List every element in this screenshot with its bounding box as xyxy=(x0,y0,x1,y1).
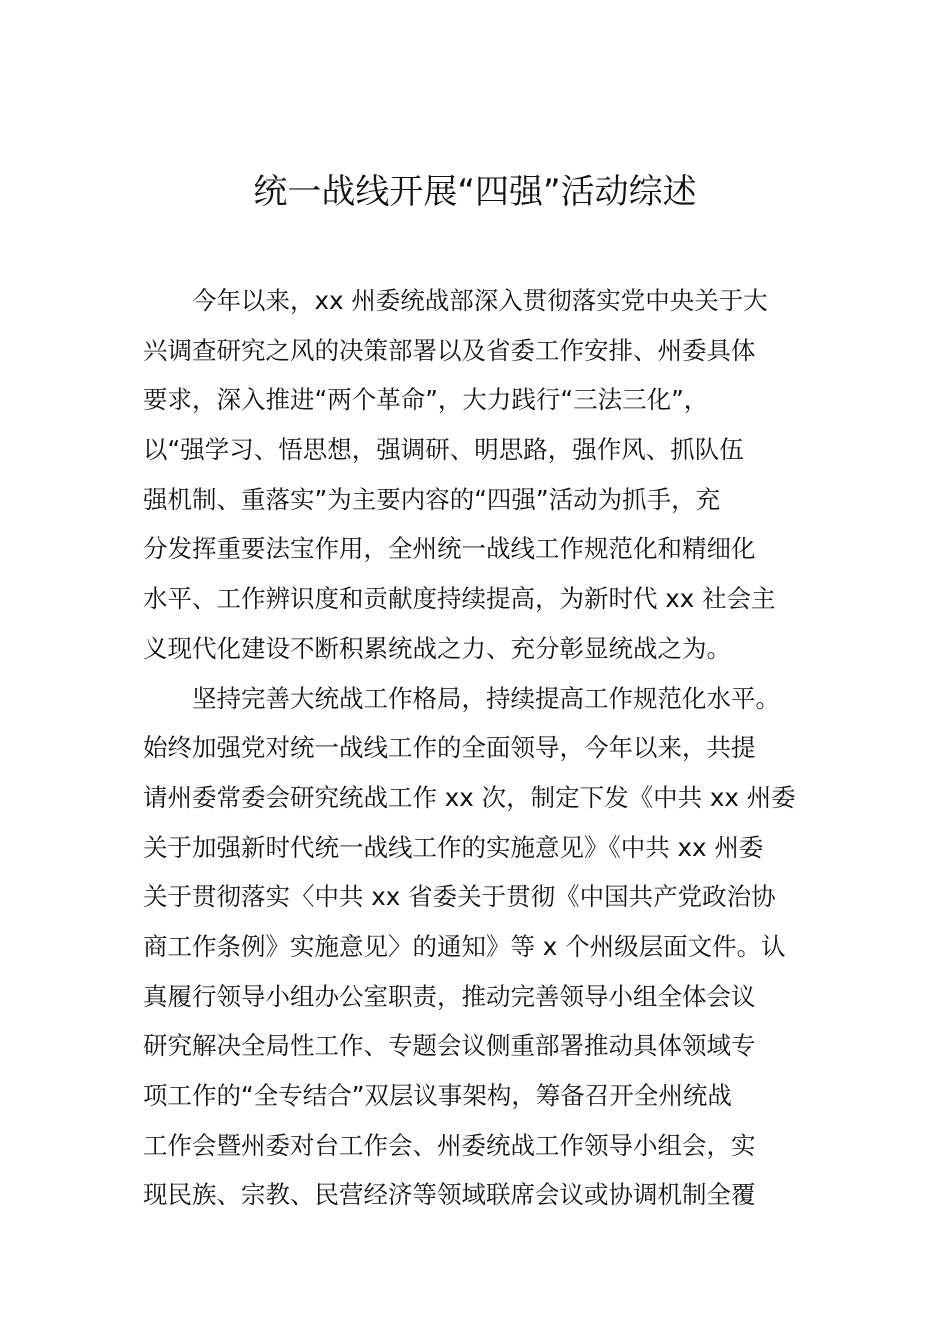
paragraph-2-line-9: 项工作的“全专结合”双层议事架构，筹备召开全州统战 xyxy=(143,1081,732,1110)
paragraph-2-line-10: 工作会暨州委对台工作会、州委统战工作领导小组会，实 xyxy=(143,1130,756,1160)
paragraph-2-line-5: 关于贯彻落实〈中共 xx 省委关于贯彻《中国共产党政治协 xyxy=(143,882,776,912)
paragraph-1-line-7: 水平、工作辨识度和贡献度持续提高，为新时代 xx 社会主 xyxy=(143,584,776,614)
paragraph-2-line-8: 研究解决全局性工作、专题会议侧重部署推动具体领域专 xyxy=(143,1031,756,1061)
paragraph-1-line-6: 分发挥重要法宝作用，全州统一战线工作规范化和精细化 xyxy=(143,534,756,564)
paragraph-2-line-7: 真履行领导小组办公室职责，推动完善领导小组全体会议 xyxy=(143,981,756,1011)
paragraph-1-line-1: 今年以来，xx 州委统战部深入贯彻落实党中央关于大 xyxy=(192,286,768,315)
paragraph-2-line-3: 请州委常委会研究统战工作 xx 次，制定下发《中共 xx 州委 xyxy=(143,782,796,812)
paragraph-2-line-1: 坚持完善大统战工作格局，持续提高工作规范化水平。 xyxy=(192,683,780,713)
paragraph-1-line-2: 兴调查研究之风的决策部署以及省委工作安排、州委具体 xyxy=(143,335,756,365)
paragraph-1-line-5: 强机制、重落实”为主要内容的“四强”活动为抓手，充 xyxy=(143,484,721,514)
paragraph-1-line-4: 以“强学习、悟思想，强调研、明思路，强作风、抓队伍 xyxy=(143,435,744,465)
paragraph-2-line-6: 商工作条例》实施意见〉的通知》等 x 个州级层面文件。认 xyxy=(143,931,786,961)
paragraph-1-line-3: 要求，深入推进“两个革命”，大力践行“三法三化”， xyxy=(143,385,709,415)
paragraph-1-line-8: 义现代化建设不断积累统战之力、充分彰显统战之为。 xyxy=(143,633,731,663)
document-body xyxy=(143,276,813,1220)
document-title: 统一战线开展“四强”活动综述 xyxy=(253,172,697,212)
paragraph-2-line-11: 现民族、宗教、民营经济等领域联席会议或协调机制全覆 xyxy=(143,1180,756,1210)
paragraph-2-line-2: 始终加强党对统一战线工作的全面领导，今年以来，共提 xyxy=(143,733,756,763)
paragraph-2-line-4: 关于加强新时代统一战线工作的实施意见》《中共 xx 州委 xyxy=(143,832,764,862)
